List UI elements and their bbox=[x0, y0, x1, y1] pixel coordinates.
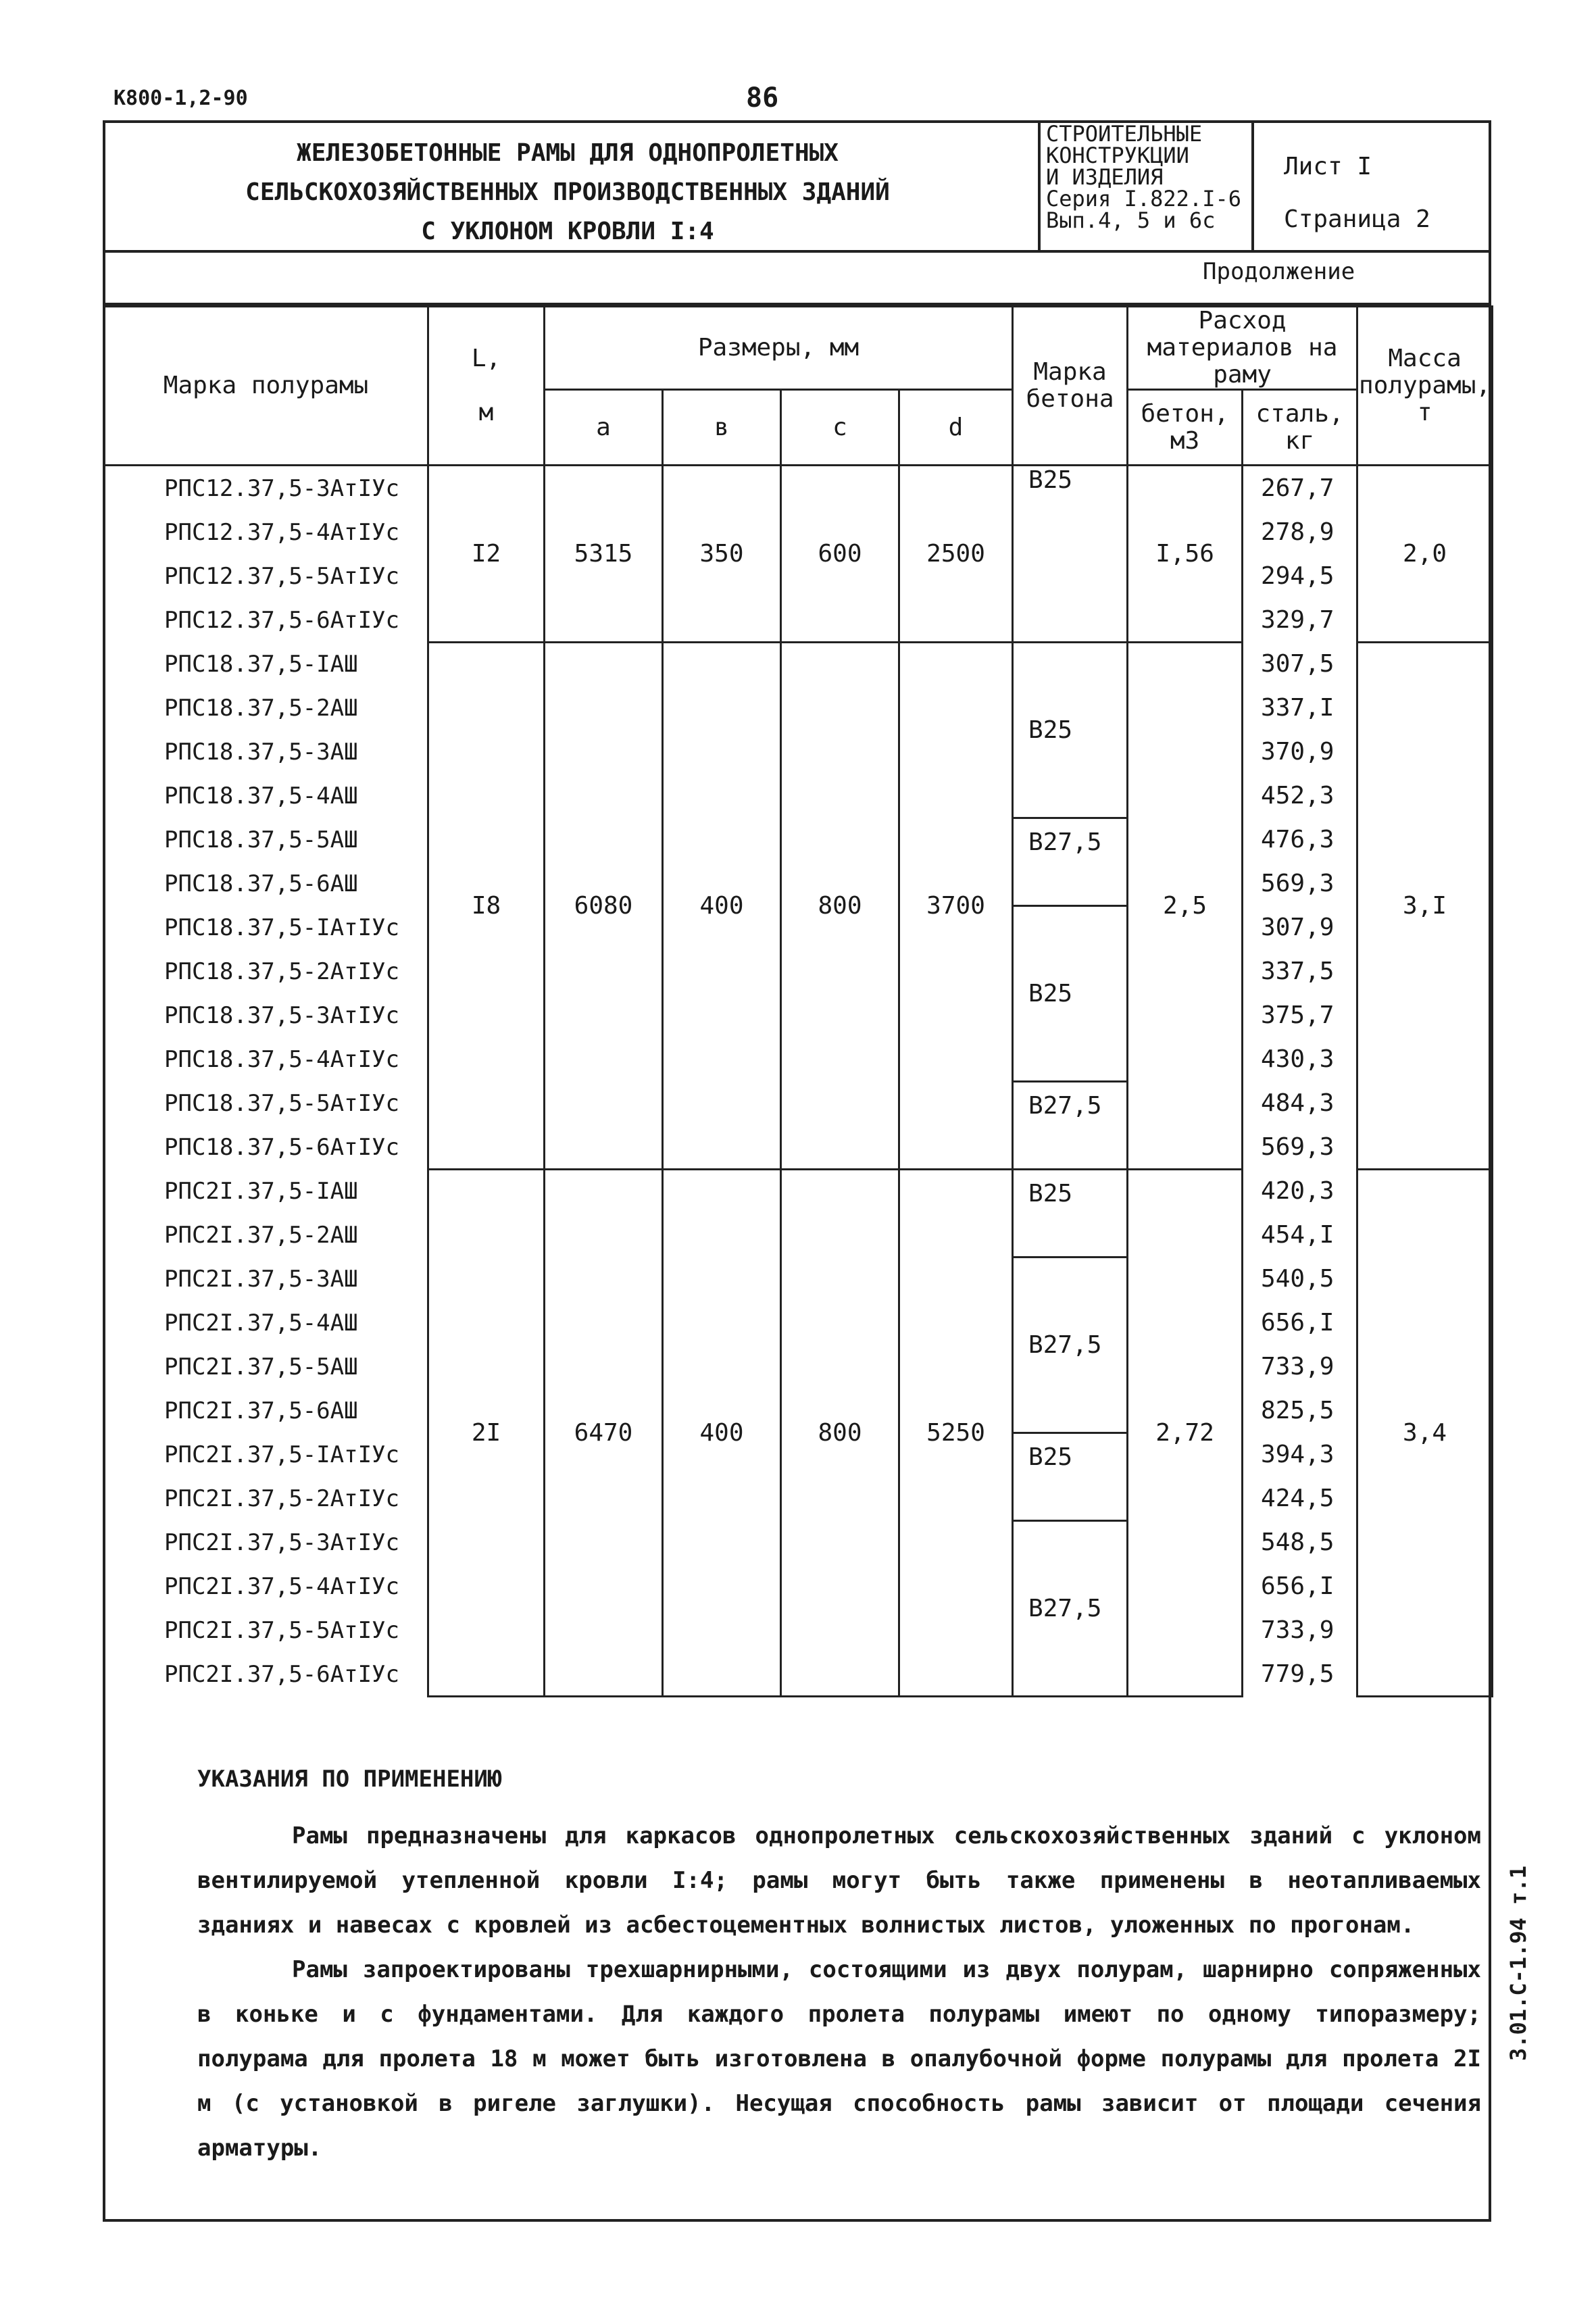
document-title bbox=[108, 134, 1027, 251]
steel-cell: 484,3 bbox=[1243, 1081, 1357, 1125]
mark-cell: РПС2I.37,5-3АШ bbox=[104, 1257, 428, 1301]
steel-cell: 733,9 bbox=[1243, 1345, 1357, 1389]
page-number: 86 bbox=[746, 82, 779, 114]
mark-cell: РПС2I.37,5-6АШ bbox=[104, 1389, 428, 1433]
mark-cell: РПС18.37,5-2АтIУс bbox=[104, 949, 428, 993]
mass-cell: 3,I bbox=[1357, 642, 1493, 1169]
side-stamp: 3.01.С-1.94 т.1 bbox=[1505, 1866, 1531, 2061]
dim-d-cell: 5250 bbox=[899, 1169, 1013, 1696]
notes-heading: УКАЗАНИЯ ПО ПРИМЕНЕНИЮ bbox=[197, 1766, 502, 1793]
steel-cell: 540,5 bbox=[1243, 1257, 1357, 1301]
series-line: КОНСТРУКЦИИ bbox=[1046, 143, 1189, 168]
header-dimensions: Размеры, мм bbox=[545, 307, 1013, 390]
steel-cell: 454,I bbox=[1243, 1213, 1357, 1257]
span-cell: 2I bbox=[428, 1169, 545, 1696]
steel-cell: 656,I bbox=[1243, 1564, 1357, 1608]
steel-cell: 569,3 bbox=[1243, 1125, 1357, 1169]
header-a: а bbox=[545, 390, 663, 466]
mark-cell: РПС2I.37,5-5АШ bbox=[104, 1345, 428, 1389]
steel-cell: 420,3 bbox=[1243, 1169, 1357, 1213]
mark-cell: РПС18.37,5-6АтIУс bbox=[104, 1125, 428, 1169]
mark-cell: РПС2I.37,5-2АтIУс bbox=[104, 1476, 428, 1520]
table-row bbox=[104, 642, 1493, 686]
series-info bbox=[1046, 123, 1261, 231]
dim-c-cell: 800 bbox=[781, 642, 899, 1169]
dim-c-cell: 600 bbox=[781, 466, 899, 643]
dim-b-cell: 350 bbox=[663, 466, 781, 643]
mark-cell: РПС18.37,5-5АтIУс bbox=[104, 1081, 428, 1125]
span-cell: I8 bbox=[428, 642, 545, 1169]
steel-cell: 825,5 bbox=[1243, 1389, 1357, 1433]
header-mark: Марка полурамы bbox=[104, 307, 428, 466]
concrete-volume-cell: 2,5 bbox=[1128, 642, 1243, 1169]
dim-b-cell: 400 bbox=[663, 1169, 781, 1696]
steel-cell: 337,I bbox=[1243, 686, 1357, 730]
header-steel: сталь, кг bbox=[1243, 390, 1357, 466]
steel-cell: 337,5 bbox=[1243, 949, 1357, 993]
title-line: ЖЕЛЕЗОБЕТОННЫЕ РАМЫ ДЛЯ ОДНОПРОЛЕТНЫХ bbox=[297, 139, 839, 167]
concrete-grade-cell: В25 bbox=[1013, 1169, 1128, 1257]
mark-cell: РПС2I.37,5-3АтIУс bbox=[104, 1520, 428, 1564]
mark-cell: РПС12.37,5-3АтIУс bbox=[104, 466, 428, 511]
steel-cell: 656,I bbox=[1243, 1301, 1357, 1345]
title-line: СЕЛЬСКОХОЗЯЙСТВЕННЫХ ПРОИЗВОДСТВЕННЫХ ЗДАНИЙ bbox=[245, 178, 890, 206]
series-line: Вып.4, 5 и 6с bbox=[1046, 207, 1216, 233]
header-consumption: Расход материалов на раму bbox=[1128, 307, 1357, 390]
steel-cell: 476,3 bbox=[1243, 818, 1357, 862]
table-row bbox=[104, 1169, 1493, 1213]
mark-cell: РПС12.37,5-4АтIУс bbox=[104, 510, 428, 554]
concrete-volume-cell: 2,72 bbox=[1128, 1169, 1243, 1696]
mark-cell: РПС12.37,5-6АтIУс bbox=[104, 598, 428, 642]
mark-cell: РПС2I.37,5-6АтIУс bbox=[104, 1652, 428, 1696]
continuation-label: Продолжение bbox=[1203, 258, 1355, 285]
steel-cell: 307,9 bbox=[1243, 905, 1357, 949]
concrete-grade-cell: В25 bbox=[1013, 905, 1128, 1081]
steel-cell: 424,5 bbox=[1243, 1476, 1357, 1520]
sheet-number: Лист I bbox=[1284, 153, 1372, 180]
steel-cell: 779,5 bbox=[1243, 1652, 1357, 1696]
concrete-volume-cell: I,56 bbox=[1128, 466, 1243, 643]
steel-cell: 370,9 bbox=[1243, 730, 1357, 774]
steel-cell: 329,7 bbox=[1243, 598, 1357, 642]
mark-cell: РПС18.37,5-IАтIУс bbox=[104, 905, 428, 949]
concrete-grade-cell: В25 bbox=[1013, 642, 1128, 818]
dim-a-cell: 6080 bbox=[545, 642, 663, 1169]
series-line: Серия I.822.I-6 bbox=[1046, 186, 1241, 211]
frames-table bbox=[103, 305, 1493, 1697]
mark-cell: РПС18.37,5-3АШ bbox=[104, 730, 428, 774]
span-cell: I2 bbox=[428, 466, 545, 643]
mark-cell: РПС18.37,5-IАШ bbox=[104, 642, 428, 686]
table-row bbox=[104, 466, 1493, 511]
mark-cell: РПС18.37,5-6АШ bbox=[104, 862, 428, 905]
concrete-grade-cell: В25 bbox=[1013, 1433, 1128, 1520]
header-L: L, м bbox=[428, 307, 545, 466]
document-code: К800-1,2-90 bbox=[114, 86, 248, 110]
steel-cell: 452,3 bbox=[1243, 774, 1357, 818]
mark-cell: РПС2I.37,5-IАШ bbox=[104, 1169, 428, 1213]
header-beton: бетон, м3 bbox=[1128, 390, 1243, 466]
header-d: d bbox=[899, 390, 1013, 466]
usage-notes bbox=[197, 1757, 1481, 2170]
mark-cell: РПС18.37,5-2АШ bbox=[104, 686, 428, 730]
notes-paragraph: Рамы предназначены для каркасов однопролетных сельскохозяйственных зданий с уклоном вентилируемой утепленной кровли I:4; рамы могут быть также применены в неотапливаемых зданиях и навесах с кровлей из асбестоцементных волнистых листов, уложенных по прогонам. bbox=[197, 1822, 1481, 1939]
dim-a-cell: 6470 bbox=[545, 1169, 663, 1696]
mark-cell: РПС18.37,5-4АтIУс bbox=[104, 1037, 428, 1081]
steel-cell: 278,9 bbox=[1243, 510, 1357, 554]
steel-cell: 375,7 bbox=[1243, 993, 1357, 1037]
dim-a-cell: 5315 bbox=[545, 466, 663, 643]
steel-cell: 430,3 bbox=[1243, 1037, 1357, 1081]
header-b: в bbox=[663, 390, 781, 466]
concrete-grade-cell: В27,5 bbox=[1013, 1081, 1128, 1169]
steel-cell: 394,3 bbox=[1243, 1433, 1357, 1476]
table-body bbox=[104, 466, 1493, 1697]
mark-cell: РПС2I.37,5-4АШ bbox=[104, 1301, 428, 1345]
mark-cell: РПС2I.37,5-IАтIУс bbox=[104, 1433, 428, 1476]
sheet-info bbox=[1284, 141, 1430, 246]
steel-cell: 267,7 bbox=[1243, 466, 1357, 511]
notes-paragraph: Рамы запроектированы трехшарнирными, состоящими из двух полурам, шарнирно сопряженных в коньке и с фундаментами. Для каждого пролета полурамы имеют по одному типоразмеру; полурама для пролета 18 м может быть изготовлена в опалубочной форме полурамы для пролета 2I м (с установкой в ригеле заглушки). Несущая способность рамы зависит от площади сечения арматуры. bbox=[197, 1956, 1481, 2162]
mark-cell: РПС18.37,5-5АШ bbox=[104, 818, 428, 862]
mark-cell: РПС18.37,5-4АШ bbox=[104, 774, 428, 818]
mark-cell: РПС2I.37,5-4АтIУс bbox=[104, 1564, 428, 1608]
mark-cell: РПС18.37,5-3АтIУс bbox=[104, 993, 428, 1037]
steel-cell: 569,3 bbox=[1243, 862, 1357, 905]
mark-cell: РПС2I.37,5-2АШ bbox=[104, 1213, 428, 1257]
steel-cell: 307,5 bbox=[1243, 642, 1357, 686]
header-c: с bbox=[781, 390, 899, 466]
dim-d-cell: 3700 bbox=[899, 642, 1013, 1169]
dim-c-cell: 800 bbox=[781, 1169, 899, 1696]
mass-cell: 3,4 bbox=[1357, 1169, 1493, 1696]
header-mass: Масса полурамы, т bbox=[1357, 307, 1493, 466]
header-concrete: Марка бетона bbox=[1013, 307, 1128, 466]
mark-cell: РПС12.37,5-5АтIУс bbox=[104, 554, 428, 598]
series-line: И ИЗДЕЛИЯ bbox=[1046, 164, 1164, 190]
steel-cell: 548,5 bbox=[1243, 1520, 1357, 1564]
concrete-grade-cell: В27,5 bbox=[1013, 1257, 1128, 1433]
dim-b-cell: 400 bbox=[663, 642, 781, 1169]
mark-cell: РПС2I.37,5-5АтIУс bbox=[104, 1608, 428, 1652]
concrete-grade-cell: В25 bbox=[1013, 466, 1128, 643]
steel-cell: 294,5 bbox=[1243, 554, 1357, 598]
series-line: СТРОИТЕЛЬНЫЕ bbox=[1046, 121, 1203, 147]
steel-cell: 733,9 bbox=[1243, 1608, 1357, 1652]
mass-cell: 2,0 bbox=[1357, 466, 1493, 643]
page-label: Страница 2 bbox=[1284, 205, 1430, 233]
concrete-grade-cell: В27,5 bbox=[1013, 818, 1128, 905]
dim-d-cell: 2500 bbox=[899, 466, 1013, 643]
title-line: С УКЛОНОМ КРОВЛИ I:4 bbox=[421, 218, 714, 245]
concrete-grade-cell: В27,5 bbox=[1013, 1520, 1128, 1696]
